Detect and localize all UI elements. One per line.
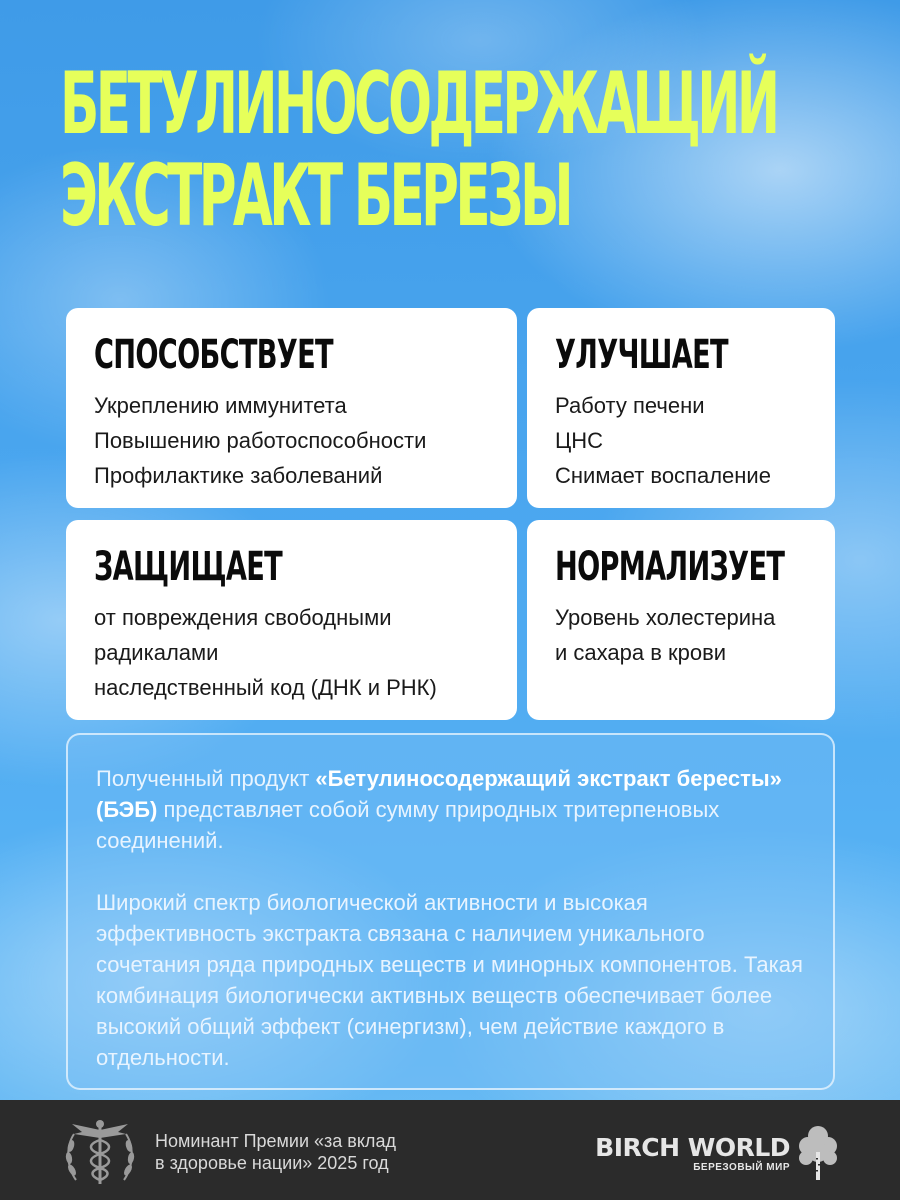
card-list [94, 600, 489, 705]
brand-logo [595, 1134, 790, 1174]
info-paragraph-1 [96, 763, 805, 856]
card-list-item: и сахара в крови [555, 640, 727, 665]
brand-subtitle: БЕРЕЗОВЫЙ МИР [693, 1162, 790, 1173]
page-title [60, 54, 858, 246]
brand-name: BIRCH WORLD [595, 1133, 790, 1162]
card-list-item: ЦНС [555, 428, 604, 453]
card-improves [527, 308, 835, 508]
info-box [66, 733, 835, 1090]
nominee-text [155, 1130, 396, 1174]
nominee-line: в здоровье нации» 2025 год [155, 1153, 389, 1173]
title-line-1: БЕТУЛИНОСОДЕРЖАЩИЙ [60, 54, 777, 154]
footer [0, 1100, 900, 1200]
card-heading: СПОСОБСТВУЕТ [94, 332, 333, 378]
card-list [555, 600, 807, 670]
caduceus-wreath-icon [60, 1110, 140, 1190]
info-text: представляет собой сумму природных тритерпеновых соединений. [96, 797, 720, 853]
card-list-item: Работу печени [555, 393, 705, 418]
card-list-item: Снимает воспаление [555, 463, 771, 488]
card-list-item: Уровень холестерина [555, 605, 776, 630]
product-name: «Бетулиносодержащий экстракт бересты» (БЭБ) [96, 766, 782, 822]
title-line-2: ЭКСТРАКТ БЕРЕЗЫ [60, 146, 570, 246]
card-list [94, 388, 489, 493]
card-list-item: от повреждения свободными [94, 605, 392, 630]
card-normalizes [527, 520, 835, 720]
nominee-line: Номинант Премии «за вклад [155, 1131, 396, 1151]
card-list-item: Укреплению иммунитета [94, 393, 347, 418]
card-heading: НОРМАЛИЗУЕТ [555, 544, 785, 590]
info-text: Полученный продукт [96, 766, 316, 791]
card-heading: УЛУЧШАЕТ [555, 332, 728, 378]
card-promotes [66, 308, 517, 508]
info-paragraph-2: Широкий спектр биологической активности и высокая эффективность экстракта связана с наличием уникального сочетания ряда природных веществ и минорных компонентов. Такая комбинация биологически активных веществ обеспечивает более высокий общий эффект (синергизм), чем действие каждого в отдельности. [96, 890, 803, 1070]
card-list-item: наследственный код (ДНК и РНК) [94, 675, 437, 700]
card-protects [66, 520, 517, 720]
card-list-item: Повышению работоспособности [94, 428, 427, 453]
card-list [555, 388, 807, 493]
card-list-item: радикалами [94, 640, 219, 665]
card-heading: ЗАЩИЩАЕТ [94, 544, 283, 590]
card-list-item: Профилактике заболеваний [94, 463, 383, 488]
birch-tree-icon [796, 1122, 840, 1182]
